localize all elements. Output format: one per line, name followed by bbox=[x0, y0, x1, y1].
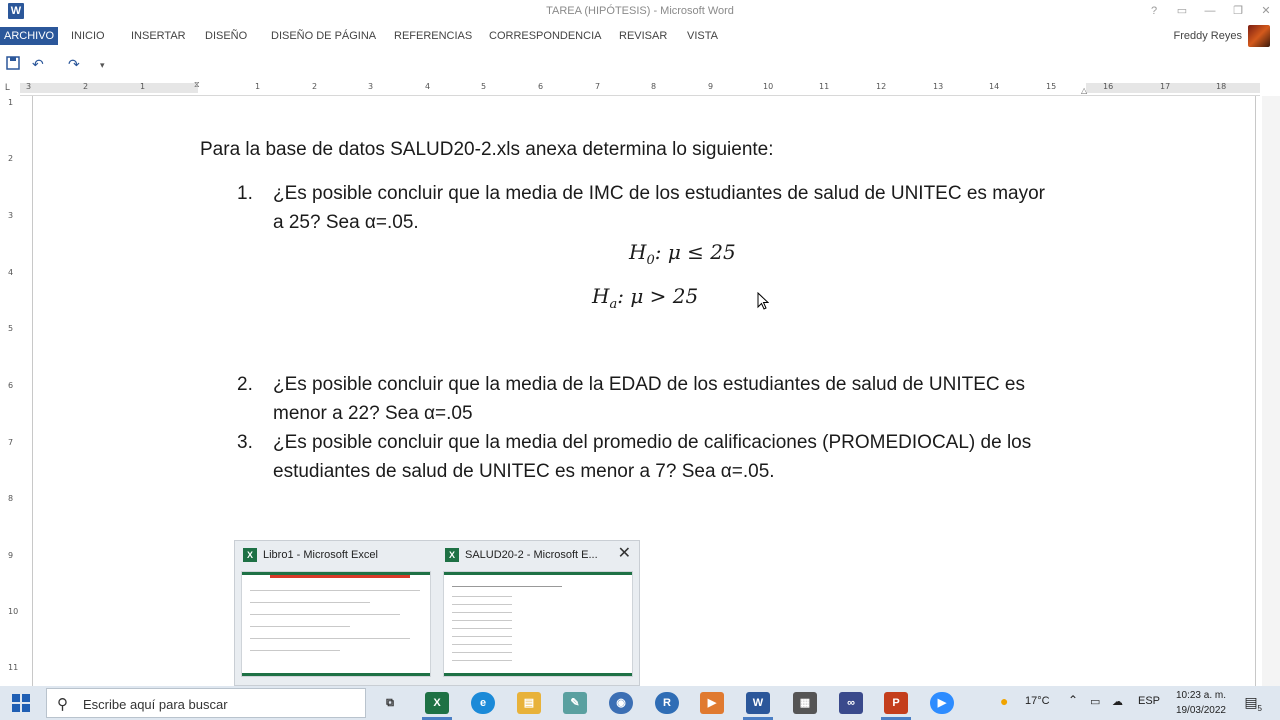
close-icon[interactable]: ✕ bbox=[617, 545, 631, 562]
thumbnail-title: Libro1 - Microsoft Excel bbox=[263, 549, 378, 561]
item-number: 1. bbox=[237, 183, 253, 204]
r-app-icon[interactable]: R bbox=[655, 692, 679, 714]
clock-time: 10:23 a. m. bbox=[1175, 690, 1226, 701]
page-border bbox=[32, 96, 33, 686]
clock-date: 19/03/2022 bbox=[1175, 705, 1226, 716]
tab-inicio[interactable]: INICIO bbox=[71, 30, 105, 42]
item-1-line-1[interactable]: ¿Es posible concluir que la media de IMC de los estudiantes de salud de UNITEC es mayor bbox=[273, 183, 1045, 204]
calculator-icon[interactable]: ▦ bbox=[793, 692, 817, 714]
ruler-number: 11 bbox=[819, 82, 830, 91]
item-2-line-2[interactable]: menor a 22? Sea α=.05 bbox=[273, 403, 473, 424]
ruler-number: 12 bbox=[876, 82, 887, 91]
item-number: 3. bbox=[237, 432, 253, 453]
ruler-number: 1 bbox=[255, 82, 261, 91]
notification-count: 5 bbox=[1257, 703, 1262, 713]
hypothesis-expression: : μ ≤ 25 bbox=[654, 240, 736, 264]
item-2-line-1[interactable]: ¿Es posible concluir que la media de la EDAD de los estudiantes de salud de UNITEC es bbox=[273, 374, 1025, 395]
tab-archivo[interactable]: ARCHIVO bbox=[0, 27, 58, 45]
right-indent-marker-icon[interactable]: △ bbox=[1081, 86, 1088, 95]
link-app-icon[interactable]: ∞ bbox=[839, 692, 863, 714]
ribbon-display-icon[interactable]: ▭ bbox=[1176, 5, 1188, 17]
help-icon[interactable]: ? bbox=[1150, 5, 1158, 17]
indent-marker-icon[interactable]: ⧖ bbox=[194, 80, 200, 89]
chevron-up-icon[interactable]: ⌃ bbox=[1068, 693, 1079, 707]
item-number: 2. bbox=[237, 374, 253, 395]
task-view-icon[interactable]: ⧉ bbox=[386, 697, 394, 709]
avatar[interactable] bbox=[1248, 25, 1270, 47]
ruler-number: 2 bbox=[8, 154, 14, 163]
powerpoint-taskbar-icon[interactable]: P bbox=[884, 692, 908, 714]
excel-taskbar-icon[interactable]: X bbox=[425, 692, 449, 714]
ruler-number: 15 bbox=[1046, 82, 1057, 91]
thumbnail-image bbox=[443, 571, 633, 677]
alternative-hypothesis[interactable] bbox=[592, 284, 698, 312]
word-taskbar-icon[interactable]: W bbox=[746, 692, 770, 714]
ruler-number: 11 bbox=[8, 663, 19, 672]
window-controls bbox=[1140, 0, 1280, 24]
ruler-tab-selector[interactable]: L bbox=[5, 82, 11, 92]
ruler-number: 6 bbox=[538, 82, 544, 91]
taskbar-thumbnail-preview bbox=[234, 540, 640, 686]
hypothesis-subscript: 0 bbox=[646, 253, 655, 268]
ruler-number: 10 bbox=[763, 82, 774, 91]
restore-icon[interactable]: ❐ bbox=[1233, 5, 1243, 17]
title-bar bbox=[0, 0, 1280, 24]
item-3-line-2[interactable]: estudiantes de salud de UNITEC es menor a 7? Sea α=.05. bbox=[273, 461, 775, 482]
ruler-number: 4 bbox=[425, 82, 431, 91]
search-icon: ⚲ bbox=[57, 696, 68, 713]
undo-icon[interactable]: ↶ bbox=[32, 56, 44, 72]
minimize-icon[interactable]: — bbox=[1204, 5, 1216, 17]
tab-insertar[interactable]: INSERTAR bbox=[131, 30, 186, 42]
ruler-number: 3 bbox=[368, 82, 374, 91]
horizontal-ruler[interactable] bbox=[20, 80, 1260, 96]
onedrive-icon[interactable]: ☁ bbox=[1112, 696, 1123, 708]
ruler-number: 14 bbox=[989, 82, 1000, 91]
app-blue-icon[interactable]: ◉ bbox=[609, 692, 633, 714]
ruler-number: 7 bbox=[595, 82, 601, 91]
notifications-icon[interactable]: $▤_5$ bbox=[1244, 694, 1262, 713]
dropdown-icon[interactable]: ▾ bbox=[100, 60, 105, 70]
hypothesis-subscript: a bbox=[609, 297, 618, 312]
tab-diseno-de-pagina[interactable]: DISEÑO DE PÁGINA bbox=[271, 30, 377, 42]
vertical-ruler[interactable] bbox=[0, 96, 20, 686]
ruler-number: 16 bbox=[1103, 82, 1114, 91]
thumbnail-title: SALUD20-2 - Microsoft E... bbox=[465, 549, 598, 561]
ruler-number: 4 bbox=[8, 268, 14, 277]
input-language[interactable]: ESP bbox=[1138, 695, 1161, 707]
ruler-number: 17 bbox=[1160, 82, 1171, 91]
floppy-disk-icon[interactable] bbox=[6, 56, 20, 73]
close-icon[interactable]: ✕ bbox=[1261, 5, 1271, 17]
user-name[interactable]: Freddy Reyes bbox=[1173, 30, 1242, 42]
weather-temperature[interactable]: 17°C bbox=[1025, 695, 1050, 707]
ruler-number: 8 bbox=[651, 82, 657, 91]
ruler-number: 13 bbox=[933, 82, 944, 91]
intro-paragraph[interactable]: Para la base de datos SALUD20-2.xls anexa determina lo siguiente: bbox=[200, 139, 774, 160]
notepad-icon[interactable]: ✎ bbox=[563, 692, 587, 714]
redo-icon[interactable]: ↷ bbox=[68, 56, 80, 72]
word-app-icon[interactable]: W bbox=[8, 3, 24, 19]
tab-revisar[interactable]: REVISAR bbox=[619, 30, 668, 42]
ruler-number: 3 bbox=[8, 211, 14, 220]
ruler-number: 7 bbox=[8, 438, 14, 447]
hypothesis-symbol: H bbox=[629, 240, 647, 264]
excel-icon: X bbox=[243, 548, 257, 562]
item-1-line-2[interactable]: a 25? Sea α=.05. bbox=[273, 212, 419, 233]
media-app-icon[interactable]: ▶ bbox=[700, 692, 724, 714]
zoom-icon[interactable]: ▶ bbox=[930, 692, 954, 714]
file-explorer-icon[interactable]: ▤ bbox=[517, 692, 541, 714]
hypothesis-expression: : μ > 25 bbox=[617, 284, 699, 308]
tab-referencias[interactable]: REFERENCIAS bbox=[394, 30, 473, 42]
ruler-number: 9 bbox=[8, 551, 14, 560]
search-placeholder: Escribe aquí para buscar bbox=[83, 697, 228, 712]
thumbnail-salud20-2[interactable] bbox=[437, 541, 637, 681]
hypothesis-symbol: H bbox=[592, 284, 610, 308]
tab-correspondencia[interactable]: CORRESPONDENCIA bbox=[489, 30, 602, 42]
taskbar-search-box[interactable] bbox=[46, 688, 366, 718]
ruler-number: 10 bbox=[8, 607, 19, 616]
window-title: TAREA (HIPÓTESIS) - Microsoft Word bbox=[546, 5, 734, 17]
ruler-number: 5 bbox=[481, 82, 487, 91]
network-icon[interactable]: ▭ bbox=[1090, 696, 1101, 708]
ribbon-tabs bbox=[0, 24, 1280, 48]
ruler-number: 1 bbox=[8, 98, 14, 107]
ruler-number: 8 bbox=[8, 494, 14, 503]
tab-vista[interactable]: VISTA bbox=[687, 30, 718, 42]
vertical-scrollbar[interactable] bbox=[1262, 96, 1280, 686]
windows-taskbar bbox=[0, 686, 1280, 720]
ruler-number: 2 bbox=[312, 82, 318, 91]
ruler-number: 9 bbox=[708, 82, 714, 91]
page-border bbox=[1255, 96, 1256, 686]
ruler-number: 2 bbox=[83, 82, 89, 91]
quick-access-toolbar bbox=[0, 52, 1280, 78]
thumbnail-libro1[interactable] bbox=[235, 541, 435, 681]
tab-diseno[interactable]: DISEÑO bbox=[205, 30, 248, 42]
ruler-number: 6 bbox=[8, 381, 14, 390]
ruler-margin-left bbox=[20, 83, 198, 93]
ruler-number: 5 bbox=[8, 324, 14, 333]
windows-start-icon[interactable] bbox=[12, 694, 30, 712]
system-clock[interactable] bbox=[1176, 688, 1226, 718]
null-hypothesis[interactable] bbox=[629, 240, 736, 268]
ruler-number: 18 bbox=[1216, 82, 1227, 91]
edge-icon[interactable]: e bbox=[471, 692, 495, 714]
item-3-line-1[interactable]: ¿Es posible concluir que la media del promedio de calificaciones (PROMEDIOCAL) de los bbox=[273, 432, 1032, 453]
ruler-number: 3 bbox=[26, 82, 32, 91]
weather-sun-icon[interactable]: ● bbox=[1000, 693, 1009, 709]
excel-icon: X bbox=[445, 548, 459, 562]
ruler-number: 1 bbox=[140, 82, 146, 91]
thumbnail-image bbox=[241, 571, 431, 677]
